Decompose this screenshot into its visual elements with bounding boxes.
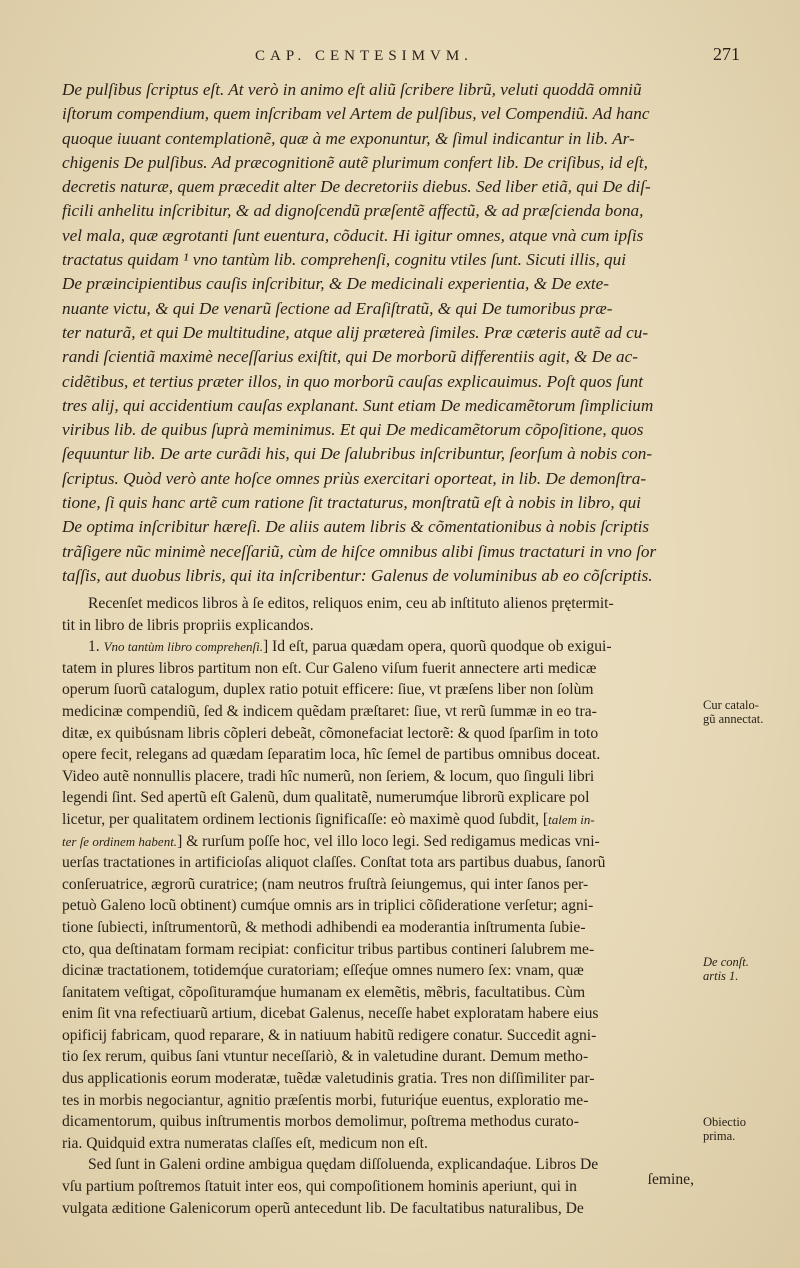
commentary-text bbox=[62, 593, 698, 1219]
margin-note-catalogue bbox=[703, 698, 793, 726]
text-line: tractatus quidam ¹ vno tantùm lib. comprehenſi, cognitu vtiles ſunt. Sicuti illis, qui bbox=[62, 250, 627, 270]
note-line: opere fecit, relegans ad quædam ſeparatim loca, hîc ſemel de partibus omnibus doceat. bbox=[62, 746, 601, 764]
note-quote: ter ſe ordinem habent. bbox=[62, 833, 178, 849]
text-line: trãſigere nũc minimè neceſſariũ, cùm de hiſce omnibus alibi ſimus tractaturi in vno ſor bbox=[62, 541, 657, 561]
note-line: opificij fabricam, quod reparare, & in natiuum habitũ redigere conatur. Succedit agni- bbox=[62, 1026, 597, 1044]
page-number: 271 bbox=[713, 44, 740, 64]
text-line: taſſis, aut duobus libris, qui ita inſcribentur: Galenus de voluminibus ab eo cõſcriptis. bbox=[62, 565, 653, 585]
note-line: Video autẽ nonnullis placere, tradi hîc numerũ, non ſeriem, & locum, quo ſinguli libri bbox=[62, 767, 595, 785]
text-line: viribus lib. de quibus ſuprà meminimus. Et qui De medicamẽtorum cõpoſitione, quos bbox=[62, 420, 644, 440]
margin-note-line: prima. bbox=[703, 1129, 736, 1143]
note-line: dicamentorum, quibus inſtrumentis morbos demolimur, poſtrema methodus curato- bbox=[62, 1113, 579, 1131]
main-text-italic bbox=[62, 78, 698, 588]
catchword: ſemine, bbox=[647, 1171, 694, 1188]
margin-note-line: gũ annectat. bbox=[703, 712, 764, 726]
note-line: ditæ, ex quibúsnam libris cõpleri debeãt, cõmonefaciat lectorẽ: & quod ſparſim in toto bbox=[62, 724, 599, 742]
running-title: CAP. CENTESIMVM. bbox=[255, 48, 473, 64]
text-line: ter naturã, et qui De multitudine, atque alij prætereà ſimiles. Præ cæteris autẽ ad cu- bbox=[62, 322, 649, 342]
text-line: ſcriptus. Quòd verò ante hoſce omnes priùs exercitari oporteat, in lib. De demonſtra- bbox=[62, 468, 647, 488]
final-line: vulgata æditione Galenicorum operũ antecedunt lib. De facultatibus naturalibus, De bbox=[62, 1199, 584, 1217]
final-line: vſu partium poſtremos ſtatuit inter eos, qui compoſitionem hominis aperiunt, qui in bbox=[62, 1178, 577, 1196]
text-line: tione, ſi quis hanc artẽ cum ratione ſit tractaturus, monſtratũ eſt à nobis in libro, qui bbox=[62, 493, 641, 513]
text-line: randi ſcientiã maximè neceſſarius exiſtit, qui De morborũ differentiis agit, & De ac- bbox=[62, 347, 638, 367]
note-line: tatem in plures libros partitum non eſt. Cur Galeno viſum fuerit annectere arti medicæ bbox=[62, 659, 597, 677]
note-lemma: Vno tantùm libro comprehenſi. bbox=[103, 639, 263, 655]
text-line: tres alij, qui accidentium cauſas explanant. Sunt etiam De medicamẽtorum ſimplicium bbox=[62, 395, 654, 415]
margin-note-de-const bbox=[703, 955, 793, 983]
note-line: medicinæ compendiũ, ſed & indicem quẽdam præſtaret: ſiue, vt rerũ ſummæ in eo tra- bbox=[62, 702, 597, 720]
note-line: tio ſex rerum, quibus ſani vtuntur neceſſariò, & in valetudine durant. Demum metho- bbox=[62, 1048, 589, 1066]
note-line: legendi ſint. Sed apertũ eſt Galenũ, dum qualitatẽ, numerumq́ue librorũ explicare pol bbox=[62, 789, 590, 807]
text-line: nuante victu, & qui De venarũ ſectione ad Eraſiſtratũ, & qui De tumoribus præ- bbox=[62, 298, 613, 318]
text-line: cidẽtibus, et tertius præter illos, in quo morborũ cauſas explicauimus. Poſt quos ſunt bbox=[62, 371, 644, 391]
summary-line: Recenſet medicos libros à ſe editos, reliquos enim, ceu ab inſtituto alienos prętermit- bbox=[88, 595, 614, 612]
note-line-start: licetur, per qualitatem ordinem lectionis ſignificaſſe: eò maximè quod ſubdit, [ bbox=[62, 810, 549, 828]
text-line: chigenis De pulſibus. Ad præcognitionẽ autẽ plurimum confert lib. De criſibus, id eſt, bbox=[62, 152, 648, 172]
note-line: dicinæ tractationem, totidemq́ue curatoriam; eſſeq́ue omnes numero ſex: vnam, quæ bbox=[62, 962, 584, 980]
note-line: operum ſuorũ catalogum, duplex ratio potuit efficere: ſiue, vt præſens liber non ſolùm bbox=[62, 681, 594, 699]
note-rest: ] Id eſt, parua quædam opera, quorũ quodque ob exigui- bbox=[262, 638, 612, 656]
note-line: dus applicationis eorum moderatæ, tuẽdæ valetudinis gratia. Tres non diſſimiliter par- bbox=[62, 1070, 595, 1088]
note-number: 1. bbox=[88, 638, 100, 656]
margin-note-line: artis 1. bbox=[703, 969, 739, 983]
text-line: decretis naturæ, quem præcedit alter De decretoriis diebus. Sed liber etiã, qui De diſ- bbox=[62, 177, 651, 197]
text-line: ſequuntur lib. De arte curãdi his, qui De ſalubribus inſcribuntur, ſeorſum à nobis con- bbox=[62, 444, 653, 464]
note-line bbox=[62, 809, 698, 831]
margin-note-line: Obiectio bbox=[703, 1115, 747, 1129]
note-line: petuò Galeno locũ obtinent) cumq́ue omnis ars in triplici cõſideratione verſetur; agni- bbox=[62, 897, 594, 915]
note-quote: talem in- bbox=[548, 811, 595, 827]
note-line: ſanitatem veſtigat, cõpoſituramq́ue humanam ex elemẽtis, mẽbris, facultatibus. Cùm bbox=[62, 983, 586, 1001]
text-line: vel mala, quæ ægrotanti ſunt euentura, cõducit. Hi igitur omnes, atque vnà cum ipſis bbox=[62, 225, 644, 245]
text-line: quoque iuuant contemplationẽ, quæ à me exponuntur, & ſimul indicantur in lib. Ar- bbox=[62, 128, 635, 148]
text-line: ficili anhelitu inſcribitur, & ad dignoſcendũ præſentẽ affectũ, & ad præſcienda bona, bbox=[62, 201, 644, 221]
final-line: Sed ſunt in Galeni ordine ambigua quędam diſſoluenda, explicandaq́ue. Libros De bbox=[88, 1156, 599, 1174]
note-line: cto, qua deſtinatam formam recipiat: conficitur tribus partibus contineri ſalubrem me- bbox=[62, 940, 595, 958]
running-head bbox=[60, 44, 750, 74]
margin-note-line: De conſt. bbox=[703, 955, 749, 969]
note-first-line bbox=[62, 636, 698, 658]
note-line bbox=[62, 831, 698, 853]
note-line-rest: ] & rurſum poſſe hoc, vel illo loco legi. Sed redigamus medicas vni- bbox=[177, 832, 600, 850]
note-line: ria. Quidquid extra numeratas claſſes eſt, medicum non eſt. bbox=[62, 1134, 428, 1152]
text-line: iſtorum compendium, quem inſcribam vel Artem de pulſibus, vel Compendiũ. Ad hanc bbox=[62, 104, 650, 124]
note-line: conſeruatrice, ægrorũ curatrice; (nam neutros fruſtrà ſeiungemus, qui inter ſanos per- bbox=[62, 875, 589, 893]
margin-note-line: Cur catalo- bbox=[703, 698, 759, 712]
text-line: De pulſibus ſcriptus eſt. At verò in animo eſt aliũ ſcribere librũ, veluti quoddã omniũ bbox=[62, 80, 642, 99]
summary-line: tit in libro de libris propriis explicandos. bbox=[62, 616, 314, 634]
margin-note-obiectio bbox=[703, 1115, 793, 1143]
note-line: tione ſubiecti, inſtrumentorũ, & methodi adhibendi ea moderantia inſtrumenta ſubie- bbox=[62, 918, 586, 936]
note-line: uerſas tractationes in artificioſas aliquot claſſes. Conſtat tota ars partibus duabus, ſanorũ bbox=[62, 854, 606, 872]
text-line: De præincipientibus cauſis inſcribitur, & De medicinali experientia, & De exte- bbox=[62, 274, 610, 294]
text-line: De optima inſcribitur hæreſi. De aliis autem libris & cõmentationibus à nobis ſcriptis bbox=[62, 517, 650, 537]
note-line: enim ſit vna refectiuarũ artium, dicebat Galenus, neceſſe habet exploratam habere eius bbox=[62, 1005, 599, 1023]
note-line: tes in morbis negociantur, agnitio præſentis morbi, futuriq́ue euentus, exploratio me- bbox=[62, 1091, 589, 1109]
